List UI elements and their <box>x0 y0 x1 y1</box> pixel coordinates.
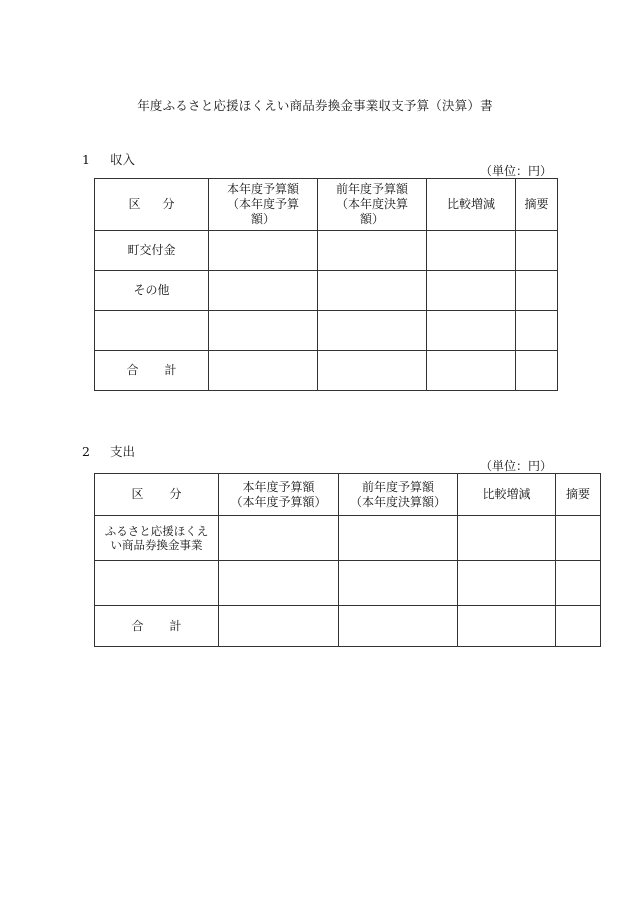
expense-header-category-a: 区 <box>131 487 144 501</box>
expense-heading <box>82 442 135 460</box>
income-header-compare: 比較増減 <box>427 179 516 231</box>
expense-header-previous-line1: 前年度予算額 <box>361 479 434 494</box>
expense-total-label-a: 合 <box>131 618 144 633</box>
expense-header-compare: 比較増減 <box>458 474 556 516</box>
expense-total-label <box>95 606 219 647</box>
income-total-label-b: 計 <box>164 363 177 377</box>
income-table <box>94 178 558 391</box>
expense-cell-compare[interactable] <box>458 516 556 561</box>
income-header-current-line3: 額） <box>250 212 275 226</box>
income-header-previous <box>318 179 427 231</box>
table-row <box>95 561 601 606</box>
expense-header-category <box>95 474 219 516</box>
income-cell-remarks[interactable] <box>516 311 558 351</box>
expense-header-previous-line2: （本年度決算額） <box>349 494 446 509</box>
expense-unit-label: （単位：円） <box>480 459 553 473</box>
income-cell-previous[interactable] <box>318 271 427 311</box>
income-header-row <box>95 179 558 231</box>
income-heading-number: 1 <box>82 152 90 167</box>
income-cell-previous[interactable] <box>318 311 427 351</box>
table-row <box>95 516 601 561</box>
table-row <box>95 231 558 271</box>
income-total-remarks[interactable] <box>516 351 558 391</box>
income-header-category-b: 分 <box>162 197 175 211</box>
income-cell-compare[interactable] <box>427 311 516 351</box>
income-header-previous-line3: 額） <box>359 212 384 226</box>
income-row-category: 町交付金 <box>95 231 209 271</box>
expense-cell-remarks[interactable] <box>556 561 601 606</box>
expense-row-category[interactable] <box>95 561 219 606</box>
expense-heading-label: 支出 <box>110 444 136 459</box>
income-cell-compare[interactable] <box>427 231 516 271</box>
expense-table <box>94 473 601 647</box>
expense-header-current-line1: 本年度予算額 <box>242 479 315 494</box>
expense-header-previous <box>339 474 458 516</box>
income-total-label-a: 合 <box>126 363 139 377</box>
expense-cell-remarks[interactable] <box>556 516 601 561</box>
income-heading <box>82 150 135 168</box>
income-header-current-line1: 本年度予算額 <box>226 182 299 196</box>
document-title: 年度ふるさと応援ほくえい商品券換金事業収支予算（決算）書 <box>137 98 493 113</box>
expense-total-compare[interactable] <box>458 606 556 647</box>
expense-header-current <box>219 474 339 516</box>
expense-row-category <box>95 516 219 561</box>
expense-cell-compare[interactable] <box>458 561 556 606</box>
income-cell-current[interactable] <box>209 231 318 271</box>
income-header-previous-line1: 前年度予算額 <box>335 182 408 196</box>
income-cell-compare[interactable] <box>427 271 516 311</box>
income-cell-current[interactable] <box>209 311 318 351</box>
income-cell-previous[interactable] <box>318 231 427 271</box>
expense-total-previous[interactable] <box>339 606 458 647</box>
expense-row-category-line2: い商品券換金事業 <box>110 538 203 552</box>
expense-total-row <box>95 606 601 647</box>
income-header-current <box>209 179 318 231</box>
expense-total-label-b: 計 <box>169 618 182 633</box>
income-total-previous[interactable] <box>318 351 427 391</box>
income-row-category: その他 <box>95 271 209 311</box>
income-cell-remarks[interactable] <box>516 231 558 271</box>
expense-cell-previous[interactable] <box>339 516 458 561</box>
expense-total-current[interactable] <box>219 606 339 647</box>
expense-header-current-line2: （本年度予算額） <box>230 494 327 509</box>
income-unit-label: （単位：円） <box>480 164 553 178</box>
income-cell-current[interactable] <box>209 271 318 311</box>
income-total-label <box>95 351 209 391</box>
income-header-current-line2: （本年度予算 <box>226 197 299 211</box>
expense-heading-number: 2 <box>82 444 90 459</box>
income-cell-remarks[interactable] <box>516 271 558 311</box>
income-row-category[interactable] <box>95 311 209 351</box>
income-heading-label: 収入 <box>110 152 136 167</box>
income-header-remarks: 摘要 <box>516 179 558 231</box>
expense-total-remarks[interactable] <box>556 606 601 647</box>
income-header-previous-line2: （本年度決算 <box>335 197 408 211</box>
expense-row-category-line1: ふるさと応援ほくえ <box>104 523 209 538</box>
income-total-row <box>95 351 558 391</box>
expense-cell-current[interactable] <box>219 561 339 606</box>
table-row <box>95 311 558 351</box>
expense-header-category-b: 分 <box>169 487 182 501</box>
expense-cell-previous[interactable] <box>339 561 458 606</box>
expense-cell-current[interactable] <box>219 516 339 561</box>
table-row <box>95 271 558 311</box>
income-header-category-a: 区 <box>128 197 141 211</box>
income-header-category <box>95 179 209 231</box>
income-total-current[interactable] <box>209 351 318 391</box>
income-total-compare[interactable] <box>427 351 516 391</box>
expense-header-row <box>95 474 601 516</box>
expense-header-remarks: 摘要 <box>556 474 601 516</box>
